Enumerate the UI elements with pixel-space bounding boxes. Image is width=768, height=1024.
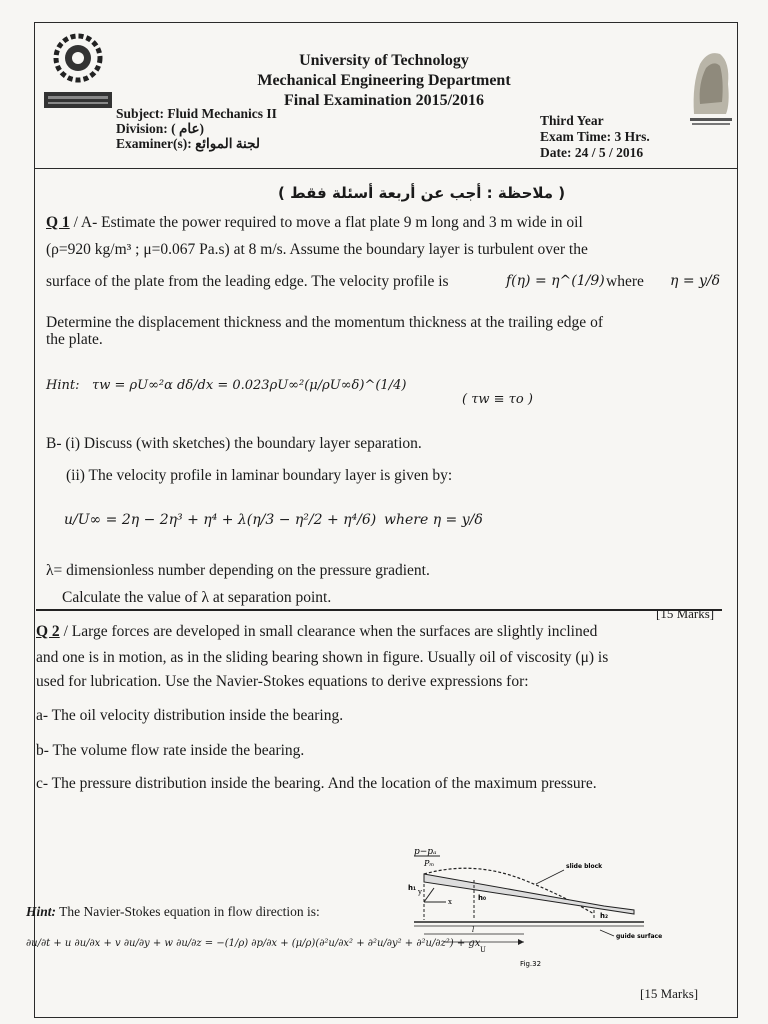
navier-stokes-eq: ∂u/∂t + u ∂u/∂x + v ∂u/∂y + w ∂u/∂z = −(1/ρ) ∂p/∂x + (μ/ρ)(∂²u/∂x² + ∂²u/∂y² + ∂²u/∂z²) + gx	[26, 938, 481, 949]
q1-line-2: (ρ=920 kg/m³ ; μ=0.067 Pa.s) at 8 m/s. Assume the boundary layer is turbulent over the	[46, 241, 588, 258]
fig-u-label: U	[480, 946, 486, 954]
sliding-bearing-figure	[404, 840, 694, 970]
laminar-profile-eq: u/U∞ = 2η − 2η³ + η⁴ + λ(η/3 − η²/2 + η⁴/6)	[64, 512, 377, 528]
fig-p-label: p−pₐ	[414, 847, 437, 857]
header-divider	[34, 168, 738, 169]
q1-b-line-1: B- (i) Discuss (with sketches) the boundary layer separation.	[46, 435, 422, 452]
q2-line-1: Q 2 / Large forces are developed in small clearance when the surfaces are slightly inclined	[36, 623, 598, 640]
university-name: University of Technology	[299, 52, 469, 69]
q1-hint-note: ( τw ≡ τo )	[462, 392, 533, 407]
fig-guide-surface-label: guide surface	[616, 933, 663, 940]
division: Division: ( عام)	[116, 121, 205, 136]
q2-marks: [15 Marks]	[640, 986, 699, 1001]
q1-label: Q 1	[46, 214, 70, 231]
velocity-profile-eq: f(η) = η^(1/9)	[506, 273, 605, 289]
fig-h0-label: h₀	[478, 894, 487, 902]
examiners: Examiner(s): لجنة الموائع	[116, 136, 260, 151]
q2-item-c: c- The pressure distribution inside the bearing. And the location of the maximum pressure.	[36, 775, 597, 792]
fig-slide-block-label: slide block	[566, 863, 603, 870]
fig-l-label: l	[472, 926, 475, 934]
fig-h1-label: h₁	[408, 884, 417, 892]
q2-hint-label: Hint:	[26, 904, 57, 919]
subject: Subject: Fluid Mechanics II	[116, 106, 277, 121]
q2-line-2: and one is in motion, as in the sliding bearing shown in figure. Usually oil of viscosity (μ) is	[36, 649, 609, 666]
fig-pmax-label: Pₘ	[424, 859, 435, 868]
q1-hint-eq: τw = ρU∞²α dδ/dx = 0.023ρU∞²(μ/ρU∞δ)^(1/4)	[92, 378, 407, 393]
laminar-where-eq: where η = y/δ	[384, 512, 483, 528]
fig-caption: Fig.32	[520, 960, 542, 968]
arabic-note: ( ملاحظة : أجب عن أربعة أسئلة فقط )	[278, 184, 566, 202]
q2-hint-line: Hint: The Navier-Stokes equation in flow direction is:	[26, 904, 320, 919]
year: Third Year	[540, 113, 604, 128]
q2-item-b: b- The volume flow rate inside the bearing.	[36, 742, 305, 759]
fig-h2-label: h₂	[600, 912, 609, 920]
where-word: where	[606, 273, 644, 290]
q2-line-3: used for lubrication. Use the Navier-Stokes equations to derive expressions for:	[36, 673, 529, 690]
question-separator	[36, 609, 722, 611]
eta-eq: η = y/δ	[670, 273, 721, 289]
q1-b-line-4: Calculate the value of λ at separation point.	[62, 589, 332, 606]
q1-line-5: the plate.	[46, 331, 103, 348]
q1-b-line-3: λ= dimensionless number depending on the pressure gradient.	[46, 562, 430, 579]
q2-label: Q 2	[36, 623, 60, 640]
exam-time: Exam Time: 3 Hrs.	[540, 129, 650, 144]
q1-hint-label: Hint:	[46, 378, 80, 393]
q1-line-1: Q 1 / A- Estimate the power required to move a flat plate 9 m long and 3 m wide in oil	[46, 214, 583, 231]
q1-marks: [15 Marks]	[656, 606, 715, 621]
q1-line-3: surface of the plate from the leading edge. The velocity profile is	[46, 273, 449, 290]
fig-x-label: x	[448, 898, 452, 906]
exam-title: Final Examination 2015/2016	[283, 92, 485, 109]
department-name: Mechanical Engineering Department	[257, 72, 511, 89]
exam-date: Date: 24 / 5 / 2016	[540, 145, 644, 160]
q1-b-line-2: (ii) The velocity profile in laminar boundary layer is given by:	[66, 467, 453, 484]
q2-item-a: a- The oil velocity distribution inside the bearing.	[36, 707, 344, 724]
q1-line-4: Determine the displacement thickness and the momentum thickness at the trailing edge of	[46, 314, 603, 331]
fig-y-label: y	[418, 888, 422, 896]
